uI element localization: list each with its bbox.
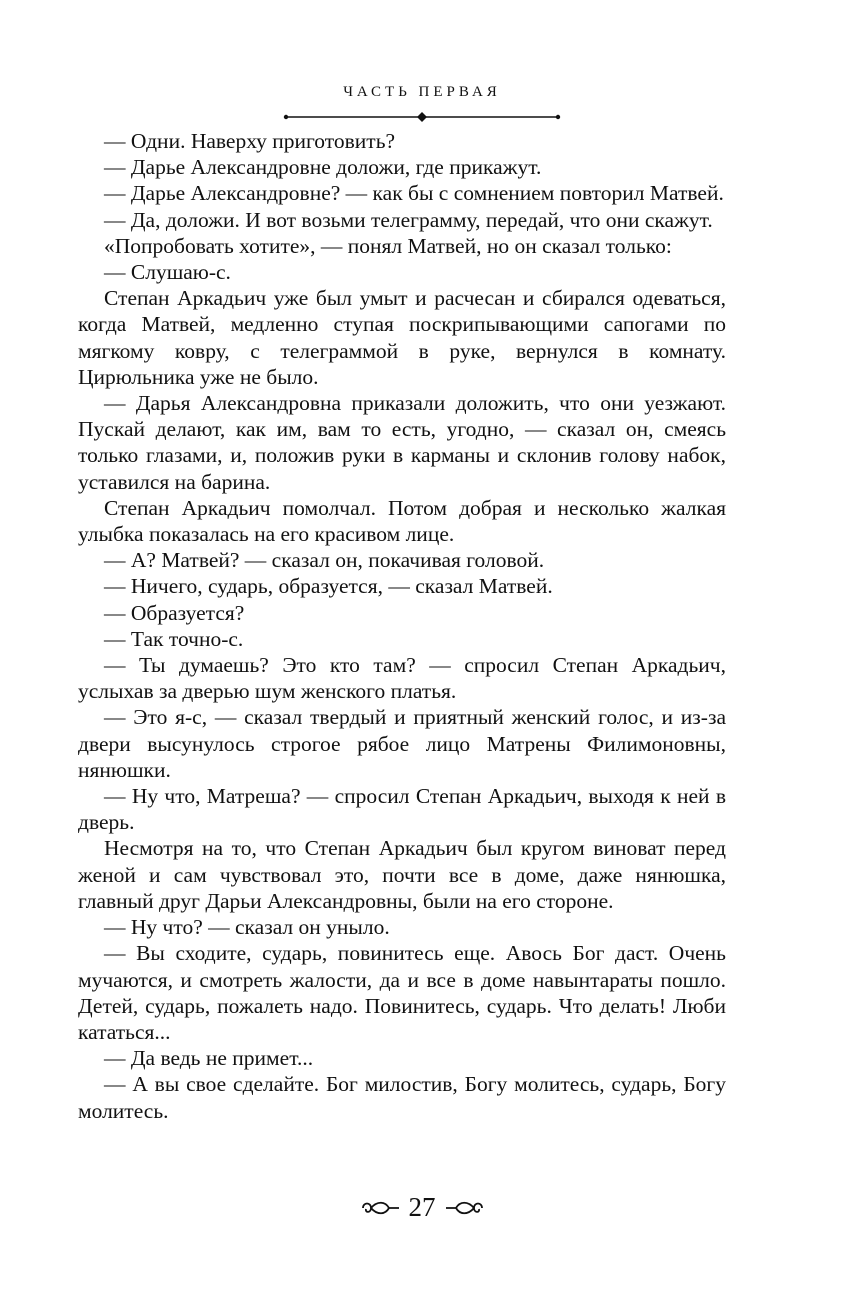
paragraph: — Да ведь не примет... bbox=[104, 1046, 314, 1071]
paragraph: Степан Аркадьич уже был умыт и расчесан и сбирался одеваться, когда Матвей, медленно ступая поскрипывающими сапогами по мягкому ковру, с телеграммой в руке, вернулся в комнату. Цирюльника уже не было. bbox=[78, 286, 726, 389]
paragraph: — Ты думаешь? Это кто там? — спросил Степан Аркадьич, услыхав за дверью шум женского платья. bbox=[78, 653, 726, 704]
paragraph: — Ничего, сударь, образуется, — сказал Матвей. bbox=[104, 574, 553, 599]
paragraph: — Слушаю-с. bbox=[104, 260, 231, 285]
paragraph: — Да, доложи. И вот возьми телеграмму, передай, что они скажут. bbox=[104, 207, 713, 232]
paragraph: — Дарья Александровна приказали доложить, что они уезжают. Пускай делают, как им, вам то есть, угодно, — сказал он, смеясь только глазами, и, положив руки в карманы и склонив голову набок, уставился на барина. bbox=[78, 391, 726, 494]
paragraph: — А? Матвей? — сказал он, покачивая головой. bbox=[104, 548, 545, 573]
paragraph: — Образуется? bbox=[104, 600, 245, 625]
running-header: ЧАСТЬ ПЕРВАЯ bbox=[343, 84, 501, 100]
paragraph: Степан Аркадьич помолчал. Потом добрая и несколько жалкая улыбка показалась на его красивом лице. bbox=[78, 495, 726, 547]
page-number: 27 bbox=[408, 1192, 436, 1222]
paragraph: — Так точно-с. bbox=[104, 626, 244, 651]
right-flourish-ornament bbox=[444, 1197, 486, 1219]
paragraph: — Дарье Александровне? — как бы с сомнением повторил Матвей. bbox=[104, 181, 724, 206]
paragraph: — Дарье Александровне доложи, где прикажут. bbox=[104, 155, 542, 180]
paragraph: — Вы сходите, сударь, повинитесь еще. Авось Бог даст. Очень мучаются, и смотреть жалости, да и все в доме навынтараты пошло. Детей, сударь, пожалеть надо. Повинитесь, сударь. Что делать! Люби кататься... bbox=[78, 941, 726, 1044]
page-footer bbox=[0, 1192, 844, 1223]
header-ornament-rule bbox=[283, 111, 561, 123]
page-body bbox=[78, 128, 726, 1124]
paragraph: — А вы свое сделайте. Бог милостив, Богу молитесь, сударь, Богу молитесь. bbox=[78, 1072, 726, 1123]
paragraph: «Попробовать хотите», — понял Матвей, но он сказал только: bbox=[104, 233, 672, 258]
left-flourish-ornament bbox=[359, 1197, 401, 1219]
paragraph: — Ну что, Матреша? — спросил Степан Аркадьич, выходя к ней в дверь. bbox=[78, 784, 726, 835]
paragraph: — Это я-с, — сказал твердый и приятный женский голос, и из-за двери высунулось строгое рябое лицо Матрены Филимоновны, нянюшки. bbox=[78, 705, 726, 782]
paragraph: — Одни. Наверху приготовить? bbox=[104, 129, 396, 153]
paragraph: — Ну что? — сказал он уныло. bbox=[104, 915, 390, 940]
paragraph: Несмотря на то, что Степан Аркадьич был кругом виноват перед женой и сам чувствовал это, почти все в доме, даже нянюшка, главный друг Дарьи Александровны, были на его стороне. bbox=[78, 836, 726, 913]
